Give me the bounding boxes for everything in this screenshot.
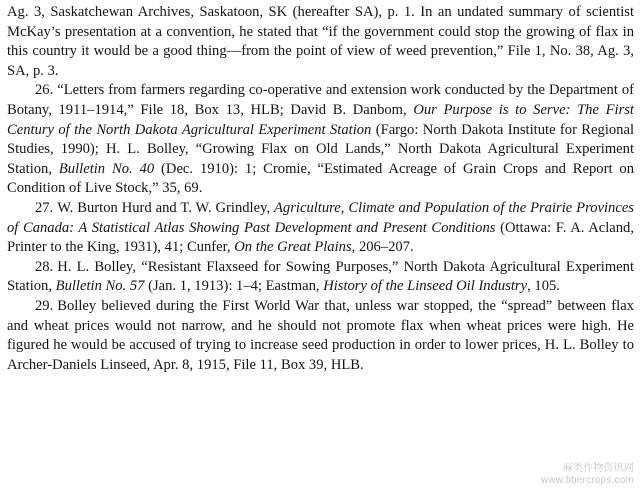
endnote-number: 29. (35, 297, 54, 314)
endnote-text: (Jan. 1, 1913): 1–4; Eastman, (144, 278, 324, 295)
endnote-text: W. Burton Hurd and T. W. Grindley, (57, 199, 275, 216)
endnote-text: , 206–207. (351, 239, 414, 256)
endnote-number: 28. (35, 258, 54, 275)
endnote-text: Ag. 3, Saskatchewan Archives, Saskatoon, SK (hereafter SA), p. 1. In an undated summary of scientist McKay’s presentation at a convention, he stated that “if the government could stop the growing of flax in this country it would be a good thing—from the point of view of weed prevention,” File 1, No. 38, Ag. 3, SA, p. 3. (7, 4, 634, 79)
watermark-line-2: www.fibercrops.com (540, 475, 634, 486)
endnote-text: (Fargo: North Dakota Institute for Regional Studies, 1990); H. L. Bolley, “Growing Flax on Old Lands,” North Dakota Agricultural Experiment Station, (7, 121, 634, 177)
endnote-29 (7, 297, 634, 375)
endnote-text: (Ottawa: F. A. Acland, Printer to the King, 1931), 41; Cunfer, (7, 219, 634, 256)
endnote-25-continuation (7, 3, 634, 81)
italic-title-text: Bulletin No. 40 (58, 160, 155, 177)
italic-title-text: History of the Linseed Oil Industry (323, 278, 528, 295)
endnote-text: “Letters from farmers regarding co-operative and extension work conducted by the Department of Botany, 1911–1914,” File 18, Box 13, HLB; David B. Danbom, (7, 82, 634, 118)
italic-title-text: Our Purpose is to Serve: The First Century of the North Dakota Agricultural Experiment Station (7, 101, 634, 138)
endnote-27 (7, 199, 634, 258)
endnote-number: 26. (35, 82, 54, 99)
italic-title-text: Bulletin No. 57 (55, 278, 145, 295)
endnote-text: Bolley believed during the First World War that, unless war stopped, the “spread” between flax and wheat prices would not narrow, and he should not promote flax when wheat prices were high. He figured he would be accused of trying to increase seed production in order to lower prices, H. L. Bolley to Archer-Daniels Linseed, Apr. 8, 1915, File 11, Box 39, HLB. (7, 297, 634, 373)
watermark-line-1: 麻类作物资讯网 (562, 463, 634, 474)
endnote-26 (7, 81, 634, 199)
endnote-number: 27. (35, 199, 54, 216)
watermark (541, 463, 634, 487)
endnote-text: , 105. (527, 278, 560, 295)
endnote-text: H. L. Bolley, “Resistant Flaxseed for Sowing Purposes,” North Dakota Agricultural Experiment Station, (7, 258, 634, 295)
endnote-text: (Dec. 1910): 1; Cromie, “Estimated Acreage of Grain Crops and Report on Condition of Live Stock,” 35, 69. (7, 160, 634, 197)
italic-title-text: Agriculture, Climate and Population of the Prairie Provinces of Canada: A Statistical Atlas Showing Past Development and Present Conditions (7, 199, 634, 236)
italic-title-text: On the Great Plains (234, 239, 352, 256)
endnote-28 (7, 258, 634, 297)
